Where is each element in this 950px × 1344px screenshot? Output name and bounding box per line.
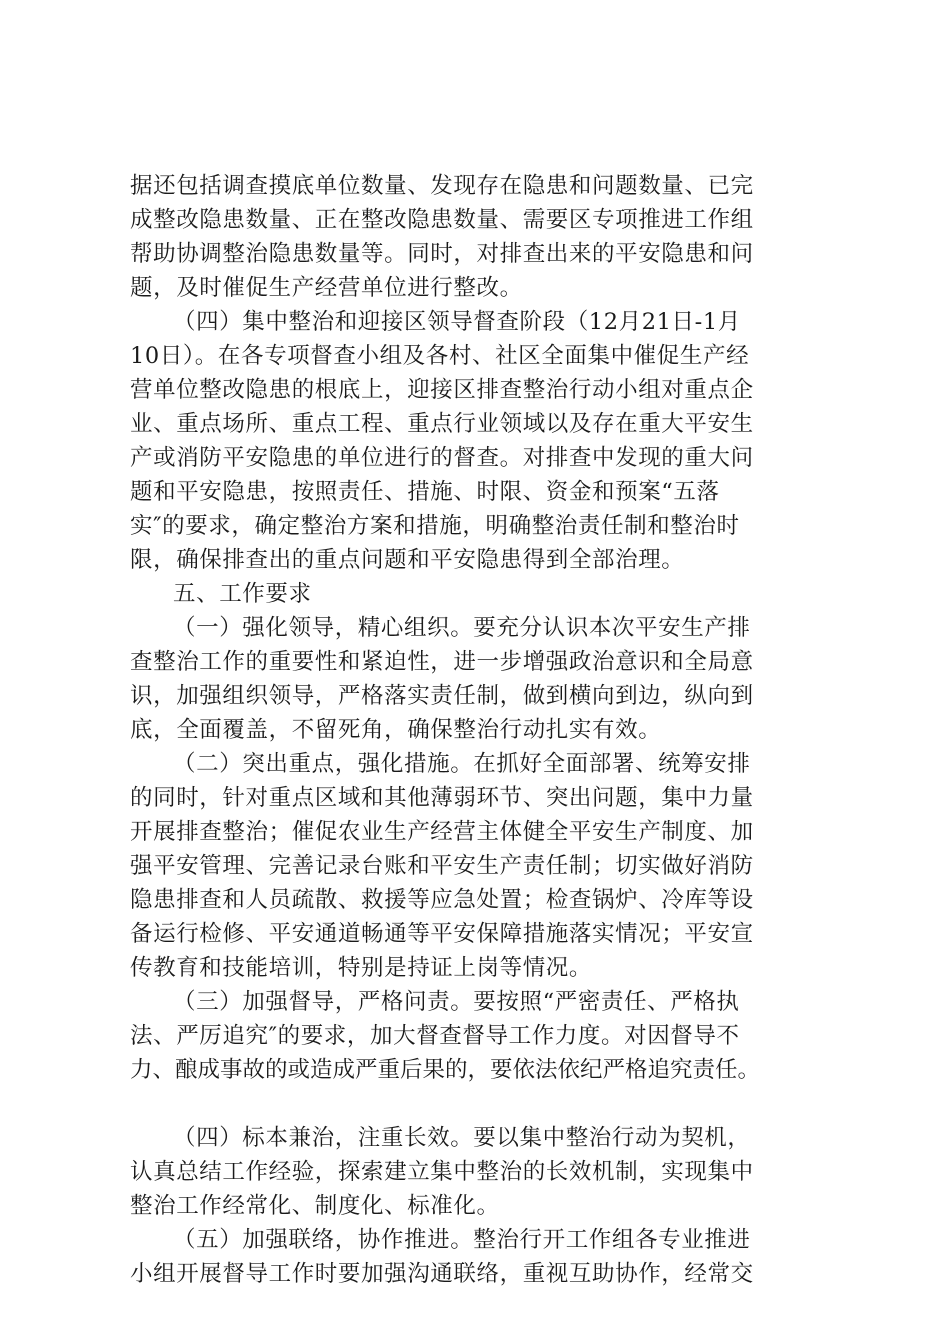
text-line: （四）集中整治和迎接区领导督查阶段（12月21日-1月	[173, 309, 741, 335]
text-line: 据还包括调查摸底单位数量、发现存在隐患和问题数量、已完	[130, 173, 754, 199]
text-line: （五）加强联络，协作推进。整治行开工作组各专业推进	[173, 1227, 751, 1253]
text-line: 的同时，针对重点区域和其他薄弱环节、突出问题，集中力量	[130, 785, 754, 811]
text-line: （三）加强督导，严格问责。要按照“严密责任、严格执	[173, 989, 740, 1015]
text-line: 业、重点场所、重点工程、重点行业领域以及存在重大平安生	[130, 411, 754, 437]
text-line: 营单位整改隐患的根底上，迎接区排查整治行动小组对重点企	[130, 377, 754, 403]
text-line: 题，及时催促生产经营单位进行整改。	[130, 275, 523, 301]
text-line: 底，全面覆盖，不留死角，确保整治行动扎实有效。	[130, 717, 662, 743]
text-line: 力、酿成事故的或造成严重后果的，要依法依纪严格追究责任。	[130, 1057, 761, 1083]
text-line: 认真总结工作经验，探索建立集中整治的长效机制，实现集中	[130, 1159, 754, 1185]
text-line: 隐患排查和人员疏散、救援等应急处置；检查锅炉、冷库等设	[130, 887, 754, 913]
text-line: 10日）。在各专项督查小组及各村、社区全面集中催促生产经	[130, 343, 750, 369]
text-line: 强平安管理、完善记录台账和平安生产责任制；切实做好消防	[130, 853, 754, 879]
text-line: 限，确保排查出的重点问题和平安隐患得到全部治理。	[130, 547, 685, 573]
text-line: （二）突出重点，强化措施。在抓好全面部署、统筹安排	[173, 751, 751, 777]
text-line: 法、严厉追究″的要求，加大督查督导工作力度。对因督导不	[130, 1023, 740, 1049]
text-line: （四）标本兼治，注重长效。要以集中整治行动为契机，	[173, 1125, 751, 1151]
text-line: 小组开展督导工作时要加强沟通联络，重视互助协作，经常交	[130, 1261, 754, 1287]
section-heading: 五、工作要求	[173, 581, 312, 607]
text-line: （一）强化领导，精心组织。要充分认识本次平安生产排	[173, 615, 751, 641]
text-line: 整治工作经常化、制度化、标准化。	[130, 1193, 500, 1219]
text-line: 传教育和技能培训，特别是持证上岗等情况。	[130, 955, 593, 981]
text-line: 帮助协调整治隐患数量等。同时，对排查出来的平安隐患和问	[130, 241, 754, 267]
text-line: 题和平安隐患，按照责任、措施、时限、资金和预案“五落	[130, 479, 720, 505]
text-line: 查整治工作的重要性和紧迫性，进一步增强政治意识和全局意	[130, 649, 754, 675]
text-line: 实″的要求，确定整治方案和措施，明确整治责任制和整治时	[130, 513, 740, 539]
text-line: 识，加强组织领导，严格落实责任制，做到横向到边，纵向到	[130, 683, 754, 709]
text-line: 产或消防平安隐患的单位进行的督查。对排查中发现的重大问	[130, 445, 754, 471]
text-line: 开展排查整治；催促农业生产经营主体健全平安生产制度、加	[130, 819, 754, 845]
text-line: 成整改隐患数量、正在整改隐患数量、需要区专项推进工作组	[130, 207, 754, 233]
text-line: 备运行检修、平安通道畅通等平安保障措施落实情况；平安宣	[130, 921, 754, 947]
